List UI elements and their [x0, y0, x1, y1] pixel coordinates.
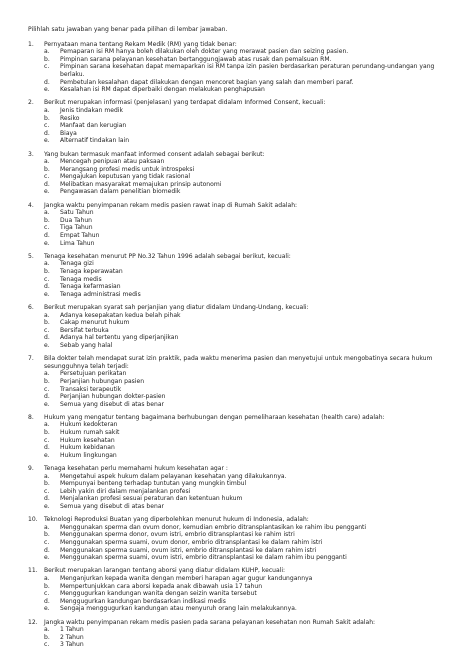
- answer-option: [28, 503, 454, 511]
- option-letter: e.: [44, 341, 50, 349]
- answer-option: [28, 480, 454, 488]
- option-text: Tenaga gizi: [60, 260, 94, 268]
- question-item: [28, 99, 454, 145]
- answer-option: [28, 547, 454, 555]
- question-text: Berikut merupakan informasi (penjelasan) yang terdapat didalam Informed Consent, kecuali:: [44, 99, 326, 107]
- option-letter: c.: [44, 122, 50, 130]
- option-text: Hukum rumah sakit: [60, 429, 120, 437]
- option-text: Hukum kedokteran: [60, 421, 118, 429]
- option-letter: c.: [44, 275, 50, 283]
- option-letter: a.: [44, 472, 50, 480]
- option-text: Jenis tindakan medik: [60, 106, 124, 114]
- option-letter: a.: [44, 209, 50, 217]
- option-text: Menggunakan sperma dan ovum donor, kemudian embrio ditransplantasikan ke rahim ibu pengganti: [60, 523, 367, 531]
- answer-option: [28, 130, 454, 138]
- option-letter: d.: [44, 334, 50, 342]
- option-letter: c.: [44, 590, 50, 598]
- answer-option: [28, 181, 454, 189]
- answer-option: [28, 495, 454, 503]
- answer-option: [28, 531, 454, 539]
- option-letter: e.: [44, 451, 50, 459]
- option-letter: e.: [44, 400, 50, 408]
- option-text: Menggunakan sperma donor, ovum istri, embrio ditransplantasi ke rahim istri: [60, 531, 295, 539]
- option-text: Sebab yang halal: [60, 341, 113, 349]
- question-item: [28, 151, 454, 197]
- question-text: Berikut merupakan syarat sah perjanjian yang diatur didalam Undang-Undang, kecuali:: [44, 303, 309, 311]
- answer-option: [28, 598, 454, 606]
- option-text: Menggunakan sperma suami, ovum donor, embrio ditransplantasi ke dalam rahim istri: [60, 538, 323, 546]
- option-list: [28, 312, 454, 350]
- question-stem: [28, 516, 454, 524]
- question-number: 2.: [28, 99, 34, 107]
- option-letter: d.: [44, 129, 50, 137]
- option-letter: b.: [44, 268, 50, 275]
- option-text: Perjanjian hubungan dokter-pasien: [60, 393, 166, 401]
- option-text: Pimpinan sarana pelayanan kesehatan bertanggungjawab atas rusak dan pemalsuan RM.: [60, 55, 332, 63]
- option-letter: c.: [44, 326, 50, 334]
- question-text: Hukum yang mengatur tentang bagaimana berhubungan dengan pemeliharaan kesehatan (health care) adalah:: [44, 413, 385, 421]
- option-text: Hukum kesehatan: [60, 436, 115, 444]
- question-number: 6.: [28, 303, 34, 311]
- option-list: [28, 421, 454, 459]
- option-letter: d.: [44, 444, 50, 452]
- answer-option: [28, 79, 454, 87]
- option-text: Biaya: [60, 129, 77, 137]
- option-letter: d.: [44, 283, 50, 291]
- question-number: 4.: [28, 201, 34, 209]
- option-letter: c.: [44, 224, 50, 232]
- option-text: Mempunyai benteng terhadap tuntutan yang mungkin timbul: [60, 480, 247, 488]
- answer-option: [28, 539, 454, 547]
- option-text: Adanya hal tertentu yang diperjanjikan: [60, 334, 179, 342]
- answer-option: [28, 641, 454, 649]
- option-letter: a.: [44, 421, 50, 429]
- question-text: Jangka waktu penyimpanan rekam medis pasien pada sarana pelayanan kesehatan non Rumah Sakit adalah:: [44, 618, 376, 626]
- option-letter: e.: [44, 86, 50, 94]
- option-text: Pembetulan kesalahan dapat dilakukan dengan mencoret bagian yang salah dan memberi paraf.: [60, 78, 354, 86]
- option-letter: c.: [44, 173, 50, 181]
- answer-option: [28, 224, 454, 232]
- option-letter: b.: [44, 165, 50, 173]
- option-text: Tenaga kefarmasian: [60, 283, 121, 291]
- option-letter: b.: [44, 114, 50, 122]
- answer-option: [28, 605, 454, 613]
- option-text: Transaksi terapeutik: [60, 385, 122, 393]
- question-item: [28, 619, 454, 649]
- option-letter: a.: [44, 260, 50, 268]
- answer-option: [28, 334, 454, 342]
- question-number: 12.: [28, 618, 38, 626]
- question-text: Jangka waktu penyimpanan rekam medis pasien rawat inap di Rumah Sakit adalah:: [44, 201, 298, 209]
- answer-option: [28, 137, 454, 145]
- option-text: Empat Tahun: [60, 232, 100, 240]
- question-stem: [28, 304, 454, 312]
- question-text: Yang bukan termasuk manfaat informed consent adalah sebagai berikut:: [44, 150, 265, 158]
- option-text: Adanya kesepakatan kedua belah pihak: [60, 311, 181, 319]
- option-letter: b.: [44, 429, 50, 437]
- option-letter: b.: [44, 531, 50, 539]
- option-list: [28, 107, 454, 145]
- option-letter: c.: [44, 538, 50, 546]
- question-number: 3.: [28, 150, 34, 158]
- option-letter: b.: [44, 377, 50, 385]
- question-number: 11.: [28, 567, 38, 575]
- option-text: Menjalankan profesi sesuai peraturan dan ketentuan hukum: [60, 495, 243, 503]
- option-text: Menggunakan sperma suami, ovum istri, embrio ditransplantasi ke dalam rahim ibu pengganti: [60, 554, 347, 562]
- option-text: Resiko: [60, 114, 80, 122]
- answer-option: [28, 312, 454, 320]
- option-text: Satu Tahun: [60, 209, 94, 217]
- option-letter: a.: [44, 106, 50, 114]
- option-letter: a.: [44, 626, 50, 634]
- option-text: Bersifat terbuka: [60, 326, 109, 334]
- question-stem: [28, 414, 454, 422]
- answer-option: [28, 634, 454, 642]
- option-list: [28, 370, 454, 408]
- option-letter: d.: [44, 393, 50, 401]
- question-item: [28, 253, 454, 299]
- answer-option: [28, 319, 454, 327]
- answer-option: [28, 575, 454, 583]
- answer-option: [28, 437, 454, 445]
- answer-option: [28, 188, 454, 196]
- option-text: Tenaga keperawatan: [60, 268, 123, 275]
- answer-option: [28, 63, 454, 78]
- option-letter: c.: [44, 436, 50, 444]
- option-list: [28, 158, 454, 196]
- question-number: 1.: [28, 40, 34, 48]
- question-item: [28, 567, 454, 613]
- option-letter: a.: [44, 48, 50, 56]
- question-text: Bila dokter telah mendapat surat izin praktik, pada waktu menerima pasien dan menyetujui untuk mengobatinya secara hukum sesungguhnya telah terjadi:: [44, 355, 433, 370]
- option-letter: d.: [44, 546, 50, 554]
- answer-option: [28, 56, 454, 64]
- option-letter: c.: [44, 487, 50, 495]
- question-text: Tenaga kesehatan perlu memahami hukum kesehatan agar :: [44, 465, 228, 473]
- option-letter: b.: [44, 582, 50, 590]
- answer-option: [28, 240, 454, 248]
- option-letter: a.: [44, 158, 50, 166]
- question-item: [28, 414, 454, 460]
- answer-option: [28, 473, 454, 481]
- answer-option: [28, 268, 454, 276]
- option-text: Perjanjian hubungan pasien: [60, 377, 145, 385]
- option-letter: c.: [44, 63, 50, 71]
- question-text: Berikut merupakan larangan tentang aborsi yang diatur didalam KUHP, kecuali:: [44, 567, 286, 575]
- answer-option: [28, 260, 454, 268]
- question-stem: [28, 619, 454, 627]
- answer-option: [28, 554, 454, 562]
- question-text: Pernyataan mana tentang Rekam Medik (RM) yang tidak benar:: [44, 40, 237, 48]
- option-letter: b.: [44, 216, 50, 224]
- option-text: Menggunakan sperma suami, ovum istri, embrio ditransplantasi ke dalam rahim istri: [60, 546, 317, 554]
- option-list: [28, 260, 454, 298]
- option-text: Lima Tahun: [60, 239, 95, 247]
- option-text: Pimpinan sarana kesehatan dapat memaparkan isi RM tanpa izin pasien berdasarkan peraturan perundang-undangan yang berlaku.: [60, 63, 435, 78]
- answer-option: [28, 115, 454, 123]
- option-letter: b.: [44, 55, 50, 63]
- option-letter: d.: [44, 597, 50, 605]
- question-stem: [28, 465, 454, 473]
- option-text: Lebih yakin diri dalam menjalankan profesi: [60, 487, 191, 495]
- answer-option: [28, 590, 454, 598]
- option-text: Cakap menurut hukum: [60, 319, 130, 327]
- question-number: 5.: [28, 252, 34, 260]
- option-text: Tenaga administrasi medis: [60, 290, 141, 298]
- question-list: [28, 41, 454, 649]
- question-number: 10.: [28, 516, 38, 524]
- question-item: [28, 304, 454, 350]
- answer-option: [28, 158, 454, 166]
- question-item: [28, 355, 454, 408]
- option-text: Alternatif tindakan lain: [60, 137, 130, 145]
- answer-option: [28, 327, 454, 335]
- question-stem: [28, 253, 454, 261]
- answer-option: [28, 122, 454, 130]
- answer-option: [28, 429, 454, 437]
- question-stem: [28, 99, 454, 107]
- option-text: Hukum kebidanan: [60, 444, 115, 452]
- option-text: Tiga Tahun: [60, 224, 93, 232]
- option-letter: e.: [44, 290, 50, 298]
- option-letter: d.: [44, 232, 50, 240]
- option-letter: e.: [44, 239, 50, 247]
- question-item: [28, 516, 454, 562]
- answer-option: [28, 107, 454, 115]
- option-text: Mempertunjukkan cara aborsi kepada anak dibawah usia 17 tahun: [60, 582, 263, 590]
- question-stem: [28, 202, 454, 210]
- question-stem: [28, 567, 454, 575]
- option-text: Semua yang disebut di atas benar: [60, 400, 165, 408]
- option-text: Melibatkan masyarakat memajukan prinsip autonomi: [60, 180, 222, 188]
- option-list: [28, 575, 454, 613]
- answer-option: [28, 232, 454, 240]
- answer-option: [28, 421, 454, 429]
- question-item: [28, 202, 454, 248]
- option-letter: e.: [44, 503, 50, 510]
- answer-option: [28, 378, 454, 386]
- question-item: [28, 41, 454, 94]
- option-text: Dua Tahun: [60, 216, 93, 224]
- option-text: Sengaja menggugurkan kandungan atau menyuruh orang lain melakukannya.: [60, 605, 297, 613]
- option-letter: a.: [44, 574, 50, 582]
- answer-option: [28, 166, 454, 174]
- option-letter: d.: [44, 180, 50, 188]
- option-text: Semua yang disebut di atas benar: [60, 503, 165, 510]
- option-letter: c.: [44, 385, 50, 393]
- option-letter: a.: [44, 311, 50, 319]
- answer-option: [28, 488, 454, 496]
- answer-option: [28, 173, 454, 181]
- question-stem: [28, 41, 454, 49]
- option-text: Pengawasan dalam penelitian biomedik: [60, 188, 181, 196]
- option-list: [28, 626, 454, 649]
- option-text: Kesalahan isi RM dapat diperbaiki dengan melakukan penghapusan: [60, 86, 265, 94]
- option-text: 2 Tahun: [60, 633, 84, 641]
- answer-option: [28, 626, 454, 634]
- option-text: Mengajukan keputusan yang tidak rasional: [60, 173, 191, 181]
- answer-option: [28, 401, 454, 409]
- option-list: [28, 209, 454, 247]
- option-text: Menggugurkan kandungan berdasarkan indikasi medis: [60, 597, 226, 605]
- answer-option: [28, 393, 454, 401]
- answer-option: [28, 452, 454, 460]
- option-text: Tenaga medis: [60, 275, 102, 283]
- option-text: Menggugurkan kandungan wanita dengan seizin wanita tersebut: [60, 590, 257, 598]
- instruction-text: Pilihlah satu jawaban yang benar pada pilihan di lembar jawaban.: [28, 26, 228, 33]
- option-text: Persetujuan perikatan: [60, 370, 127, 378]
- question-text: Tenaga kesehatan menurut PP No.32 Tahun 1996 adalah sebagai berikut, kecuali:: [44, 252, 291, 260]
- option-list: [28, 473, 454, 511]
- option-letter: a.: [44, 370, 50, 378]
- answer-option: [28, 283, 454, 291]
- answer-option: [28, 444, 454, 452]
- option-letter: e.: [44, 605, 50, 613]
- option-letter: a.: [44, 523, 50, 531]
- answer-option: [28, 524, 454, 532]
- answer-option: [28, 291, 454, 299]
- option-text: Menganjurkan kepada wanita dengan memberi harapan agar gugur kandungannya: [60, 574, 313, 582]
- answer-option: [28, 86, 454, 94]
- option-letter: d.: [44, 495, 50, 503]
- option-text: Merangsang profesi medis untuk introspeksi: [60, 165, 195, 173]
- option-letter: e.: [44, 188, 50, 196]
- option-letter: e.: [44, 554, 50, 562]
- option-letter: d.: [44, 78, 50, 86]
- option-text: 3 Tahun: [60, 641, 84, 649]
- question-item: [28, 465, 454, 511]
- answer-option: [28, 48, 454, 56]
- answer-option: [28, 583, 454, 591]
- question-stem: [28, 151, 454, 159]
- option-letter: e.: [44, 137, 50, 145]
- option-text: 1 Tahun: [60, 626, 84, 634]
- option-letter: b.: [44, 319, 50, 327]
- option-list: [28, 524, 454, 562]
- answer-option: [28, 342, 454, 350]
- option-list: [28, 48, 454, 94]
- answer-option: [28, 209, 454, 217]
- question-number: 8.: [28, 413, 34, 421]
- question-number: 9.: [28, 465, 34, 473]
- option-letter: c.: [44, 641, 50, 649]
- answer-option: [28, 276, 454, 284]
- answer-option: [28, 370, 454, 378]
- question-stem: [28, 355, 454, 370]
- option-text: Manfaat dan kerugian: [60, 122, 127, 130]
- option-text: Mencegah penipuan atau paksaan: [60, 158, 165, 166]
- option-letter: b.: [44, 633, 50, 641]
- answer-option: [28, 217, 454, 225]
- option-text: Pemaparan isi RM hanya boleh dilakukan oleh dokter yang merawat pasien dan seizing pasien.: [60, 48, 349, 56]
- option-text: Hukum lingkungan: [60, 451, 117, 459]
- option-text: Mengetahui aspek hukum dalam pelayanan kesehatan yang dilakukannya.: [60, 472, 287, 480]
- option-letter: b.: [44, 480, 50, 488]
- question-text: Teknologi Reproduksi Buatan yang diperbolehkan menurut hukum di Indonesia, adalah:: [44, 516, 309, 524]
- answer-option: [28, 386, 454, 394]
- question-number: 7.: [28, 355, 34, 363]
